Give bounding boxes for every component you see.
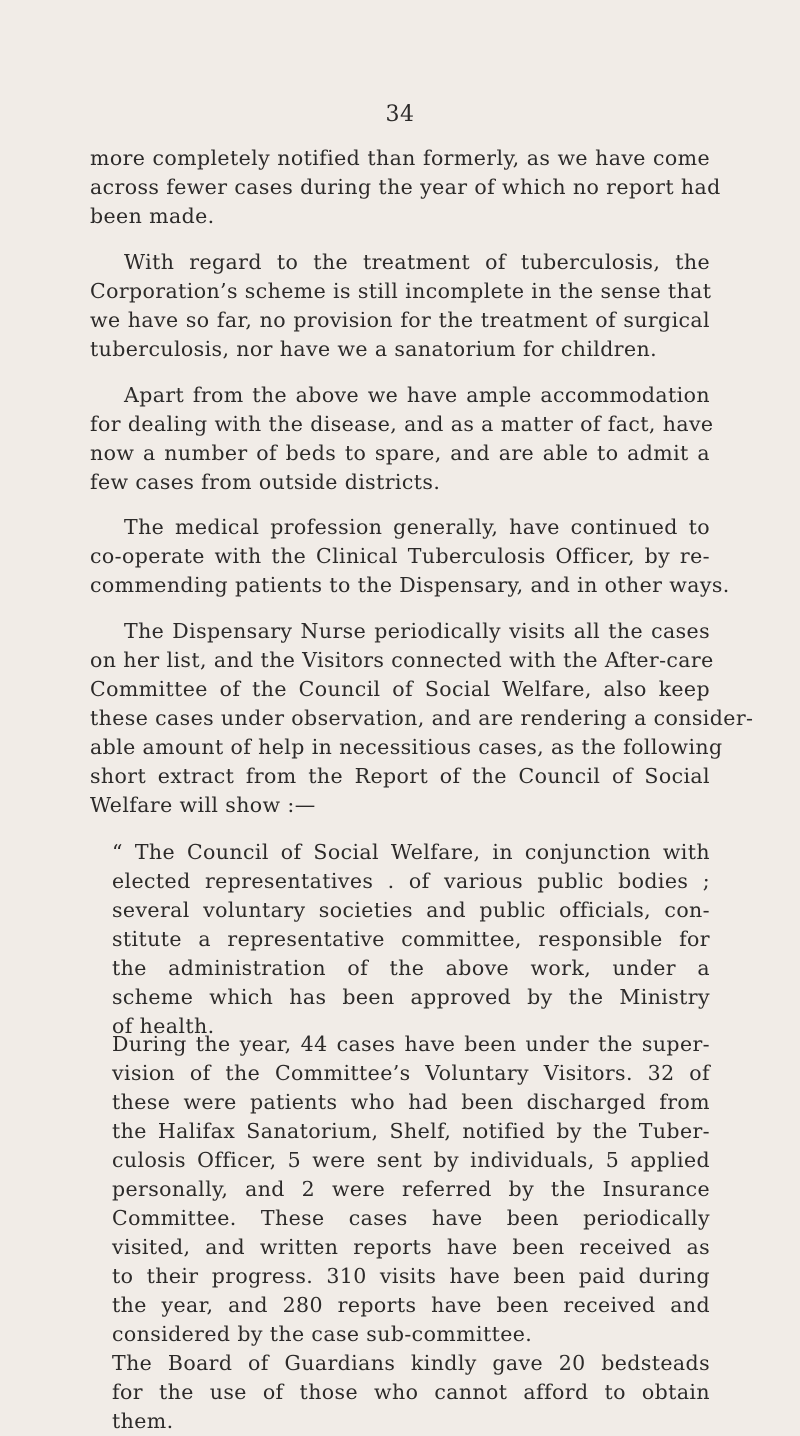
paragraph-accommodation: [90, 381, 714, 497]
text-line: With regard to the treatment of tuberculosis, the: [124, 250, 710, 274]
text-line: “ The Council of Social Welfare, in conjunction with: [112, 840, 710, 864]
text-line: the Halifax Sanatorium, Shelf, notified by the Tuber-: [112, 1119, 710, 1143]
paragraph-notification: [90, 144, 721, 231]
text-line: more completely notified than formerly, as we have come: [90, 146, 710, 170]
text-line: Corporation’s scheme is still incomplete in the sense that: [90, 279, 712, 303]
text-line: short extract from the Report of the Council of Social: [90, 764, 710, 788]
text-line: The Board of Guardians kindly gave 20 bedsteads: [112, 1351, 710, 1375]
text-line: considered by the case sub-committee.: [112, 1322, 533, 1346]
quote-during-the-year: [112, 1030, 710, 1436]
text-line: Committee. These cases have been periodically: [112, 1206, 710, 1230]
text-line: few cases from outside districts.: [90, 470, 441, 494]
text-line: Apart from the above we have ample accommodation: [124, 383, 710, 407]
text-line: The Dispensary Nurse periodically visits all the cases: [124, 619, 710, 643]
text-line: personally, and 2 were referred by the Insurance: [112, 1177, 710, 1201]
text-line: Committee of the Council of Social Welfare, also keep: [90, 677, 710, 701]
text-line: commending patients to the Dispensary, and in other ways.: [90, 573, 730, 597]
text-line: these were patients who had been discharged from: [112, 1090, 710, 1114]
text-line: them.: [112, 1409, 174, 1433]
text-line: on her list, and the Visitors connected with the After-care: [90, 648, 714, 672]
text-line: Welfare will show :—: [90, 793, 316, 817]
text-line: elected representatives . of various public bodies ;: [112, 869, 710, 893]
text-line: stitute a representative committee, responsible for: [112, 927, 710, 951]
text-line: these cases under observation, and are rendering a consider-: [90, 706, 754, 730]
text-line: co-operate with the Clinical Tuberculosis Officer, by re-: [90, 544, 710, 568]
quote-council-social-welfare: [112, 838, 710, 1041]
text-line: During the year, 44 cases have been under the super-: [112, 1032, 710, 1056]
text-line: for dealing with the disease, and as a matter of fact, have: [90, 412, 714, 436]
text-line: the year, and 280 reports have been received and: [112, 1293, 710, 1317]
text-line: tuberculosis, nor have we a sanatorium for children.: [90, 337, 658, 361]
page-number: 34: [385, 102, 415, 127]
paragraph-dispensary-nurse: [90, 617, 754, 820]
text-line: scheme which has been approved by the Ministry: [112, 985, 710, 1009]
text-line: The medical profession generally, have continued to: [124, 515, 710, 539]
text-line: been made.: [90, 204, 215, 228]
text-line: we have so far, no provision for the treatment of surgical: [90, 308, 710, 332]
text-line: to their progress. 310 visits have been paid during: [112, 1264, 710, 1288]
text-line: across fewer cases during the year of which no report had: [90, 175, 721, 199]
text-line: culosis Officer, 5 were sent by individuals, 5 applied: [112, 1148, 710, 1172]
text-line: for the use of those who cannot afford to obtain: [112, 1380, 710, 1404]
text-line: vision of the Committee’s Voluntary Visitors. 32 of: [112, 1061, 710, 1085]
text-line: able amount of help in necessitious cases, as the following: [90, 735, 723, 759]
text-line: visited, and written reports have been received as: [112, 1235, 710, 1259]
paragraph-treatment: [90, 248, 710, 364]
text-line: of health.: [112, 1014, 215, 1038]
text-line: the administration of the above work, under a: [112, 956, 710, 980]
text-line: now a number of beds to spare, and are able to admit a: [90, 441, 710, 465]
paragraph-medical-profession: [90, 513, 730, 600]
text-line: several voluntary societies and public officials, con-: [112, 898, 710, 922]
